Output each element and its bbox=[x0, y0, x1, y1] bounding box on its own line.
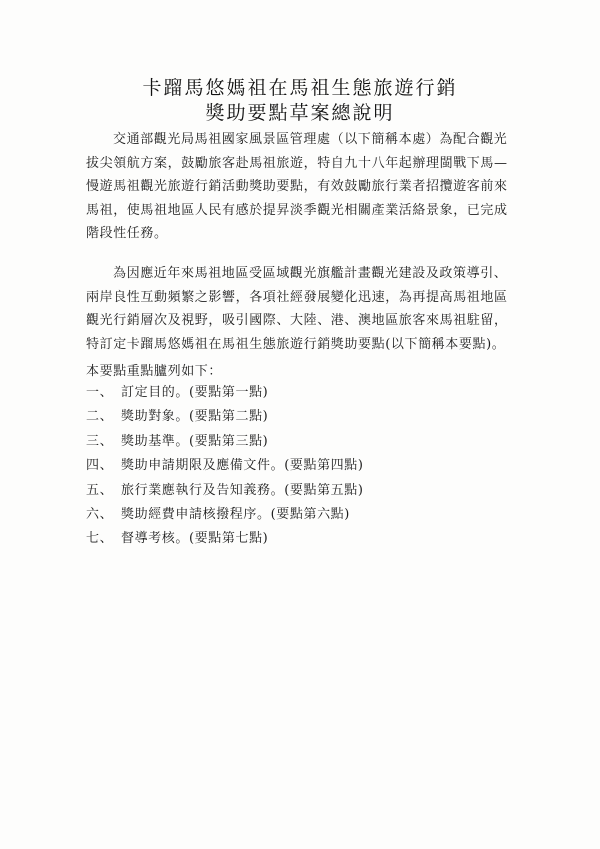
paragraph-line: 兩岸良性互動頻繁之影響，各項社經發展變化迅速，為再提高馬祖地區 bbox=[86, 289, 508, 305]
document-title-line2: 獎助要點草案總說明 bbox=[205, 102, 395, 124]
paragraph-line: 拔尖領航方案，鼓勵旅客赴馬祖旅遊，特自九十八年起辦理閩戰下馬— bbox=[86, 155, 508, 171]
list-item bbox=[86, 503, 364, 527]
list-item bbox=[86, 479, 364, 503]
paragraph-line: 馬祖，使馬祖地區人民有感於提昇淡季觀光相關產業活絡景象，已完成 bbox=[86, 202, 508, 218]
list-item bbox=[86, 405, 364, 429]
list-item-text: 旅行業應執行及告知義務。(要點第五點) bbox=[121, 482, 364, 498]
list-item bbox=[86, 454, 364, 478]
list-item bbox=[86, 430, 364, 454]
list-item-text: 獎助基準。(要點第三點) bbox=[121, 433, 269, 449]
list-item-number: 六、 bbox=[86, 506, 114, 522]
paragraph-purpose bbox=[86, 262, 526, 356]
list-item bbox=[86, 527, 364, 551]
list-item-number: 四、 bbox=[86, 458, 114, 474]
list-item-text: 督導考核。(要點第七點) bbox=[121, 531, 269, 547]
paragraph-line: 交通部觀光局馬祖國家風景區管理處（以下簡稱本處）為配合觀光 bbox=[113, 132, 508, 147]
list-item-text: 獎助對象。(要點第二點) bbox=[121, 409, 269, 425]
paragraph-line: 為因應近年來馬祖地區受區域觀光旗艦計畫觀光建設及政策導引、 bbox=[113, 266, 508, 281]
list-item-text: 獎助經費申請核撥程序。(要點第六點) bbox=[121, 506, 350, 522]
list-item-number: 二、 bbox=[86, 409, 114, 425]
list-item-text: 獎助申請期限及應備文件。(要點第四點) bbox=[121, 458, 364, 474]
list-item-number: 一、 bbox=[86, 385, 114, 400]
paragraph-background bbox=[86, 128, 526, 246]
list-item-number: 七、 bbox=[86, 531, 114, 547]
key-points-list bbox=[86, 381, 364, 552]
paragraph-line: 特訂定卡蹓馬悠媽祖在馬祖生態旅遊行銷獎助要點(以下簡稱本要點)。 bbox=[86, 336, 506, 352]
list-intro: 本要點重點臚列如下： bbox=[86, 364, 223, 379]
list-item-number: 三、 bbox=[86, 433, 114, 449]
paragraph-line: 觀光行銷層次及視野，吸引國際、大陸、港、澳地區旅客來馬祖駐留， bbox=[86, 313, 508, 329]
paragraph-line: 慢遊馬祖觀光旅遊行銷活動獎助要點，有效鼓勵旅行業者招攬遊客前來 bbox=[86, 179, 508, 195]
list-item bbox=[86, 381, 364, 405]
paragraph-line: 階段性任務。 bbox=[86, 226, 168, 242]
document-title-line1: 卡蹓馬悠媽祖在馬祖生態旅遊行銷 bbox=[142, 77, 458, 99]
list-item-text: 訂定目的。(要點第一點) bbox=[121, 385, 269, 400]
list-item-number: 五、 bbox=[86, 482, 114, 498]
